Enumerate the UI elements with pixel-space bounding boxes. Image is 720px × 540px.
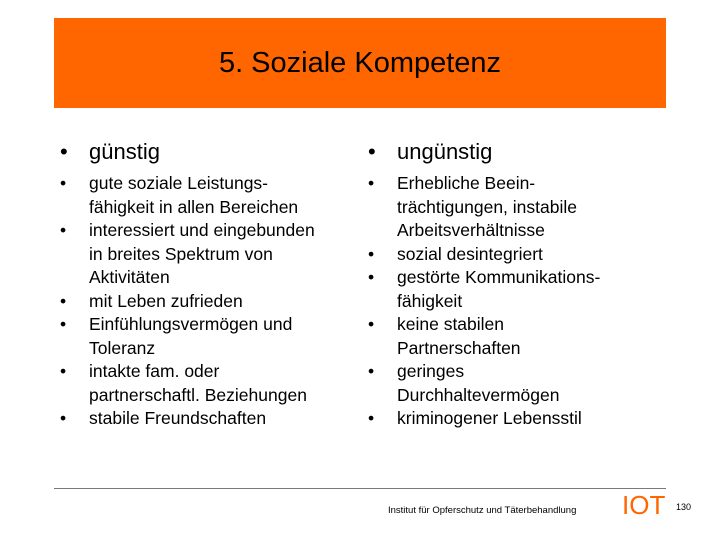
iot-logo: IOT xyxy=(622,490,666,520)
unfavorable-column xyxy=(364,136,664,431)
list-item-text: mit Leben zufrieden xyxy=(89,290,243,311)
unfavorable-heading xyxy=(364,136,664,168)
bullet-icon: • xyxy=(368,408,375,428)
bullet-icon: • xyxy=(60,290,67,311)
list-item-text: sozial desintegriert xyxy=(397,243,543,264)
bullet-icon: • xyxy=(60,220,67,240)
bullet-icon: • xyxy=(60,408,67,428)
list-item xyxy=(56,313,356,360)
list-item xyxy=(56,290,356,314)
footer-divider xyxy=(54,488,666,489)
bullet-icon: • xyxy=(368,361,375,381)
list-item xyxy=(364,266,664,313)
list-item-text: stabile Freundschaften xyxy=(89,408,267,428)
bullet-icon: • xyxy=(60,361,67,381)
bullet-icon: • xyxy=(60,314,67,334)
list-item xyxy=(364,360,664,407)
list-item xyxy=(364,172,664,243)
list-item xyxy=(364,407,664,431)
bullet-icon: • xyxy=(368,267,375,287)
bullet-icon: • xyxy=(60,139,68,164)
list-item xyxy=(56,407,356,431)
page-number: 130 xyxy=(676,502,692,512)
favorable-column xyxy=(56,136,356,431)
bullet-icon: • xyxy=(368,139,376,164)
list-item-text: Erhebliche Beein- trächtigungen, instabile Arbeitsverhältnisse xyxy=(397,173,577,240)
list-item-text: keine stabilen Partnerschaften xyxy=(397,314,521,358)
bullet-icon: • xyxy=(368,243,375,264)
list-item xyxy=(56,172,356,219)
bullet-icon: • xyxy=(60,173,67,193)
list-item-text: gestörte Kommunikations- fähigkeit xyxy=(397,267,601,311)
list-item-text: geringes Durchhaltevermögen xyxy=(397,361,560,405)
unfavorable-list xyxy=(364,172,664,431)
favorable-heading xyxy=(56,136,356,168)
list-item xyxy=(56,360,356,407)
footer-institute: Institut für Opferschutz und Täterbehandlung xyxy=(388,505,577,516)
list-item-text: intakte fam. oder partnerschaftl. Beziehungen xyxy=(89,361,307,405)
unfavorable-heading-text: ungünstig xyxy=(397,139,493,164)
list-item xyxy=(364,243,664,267)
slide-title: 5. Soziale Kompetenz xyxy=(218,46,502,79)
favorable-heading-text: günstig xyxy=(89,139,160,164)
list-item-text: gute soziale Leistungs- fähigkeit in allen Bereichen xyxy=(89,173,299,217)
list-item xyxy=(364,313,664,360)
bullet-icon: • xyxy=(368,314,375,334)
list-item-text: Einfühlungsvermögen und Toleranz xyxy=(89,314,293,358)
list-item-text: interessiert und eingebunden in breites Spektrum von Aktivitäten xyxy=(89,220,315,287)
list-item xyxy=(56,219,356,290)
title-banner xyxy=(54,18,666,108)
favorable-list xyxy=(56,172,356,431)
bullet-icon: • xyxy=(368,173,375,193)
list-item-text: kriminogener Lebensstil xyxy=(397,408,582,428)
